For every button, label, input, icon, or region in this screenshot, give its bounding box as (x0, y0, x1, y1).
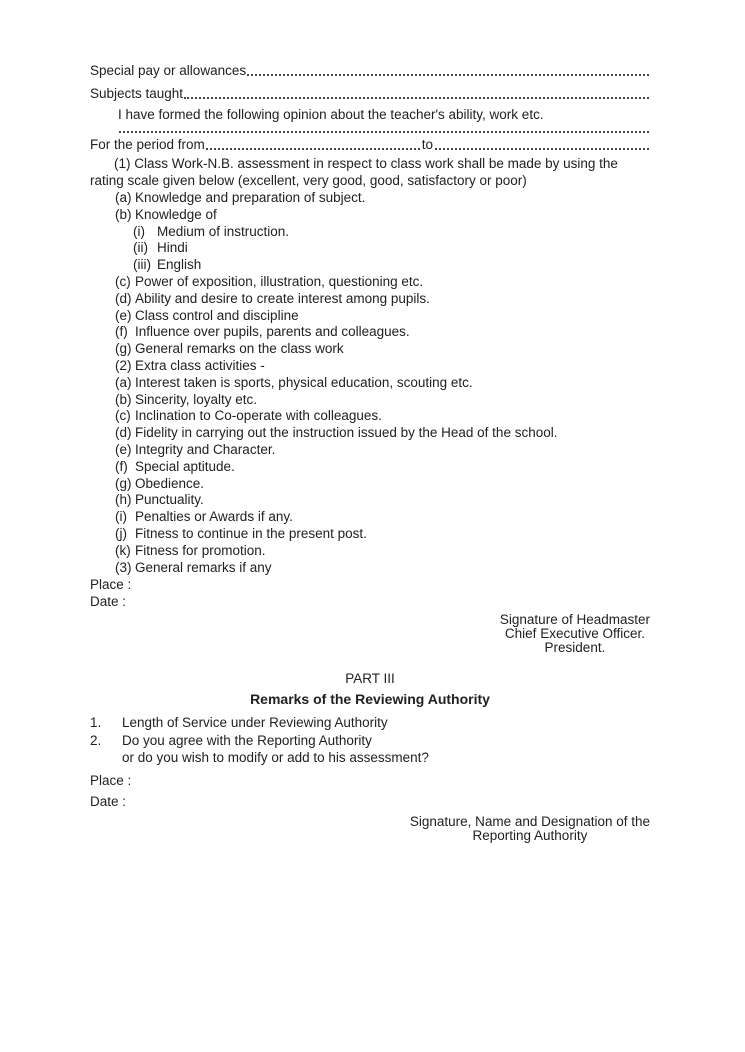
list-item-text: Special aptitude. (135, 458, 235, 474)
review-item-text: or do you wish to modify or add to his assessment? (122, 750, 429, 766)
list-item (90, 224, 650, 241)
list-item-text: Fidelity in carrying out the instruction issued by the Head of the school. (135, 425, 558, 441)
list-item-label: (g) (115, 475, 132, 491)
list-item (90, 476, 650, 493)
dotted-leader (206, 148, 420, 150)
list-item-text: Class control and discipline (135, 307, 299, 323)
list-item (90, 190, 650, 207)
opinion-statement: I have formed the following opinion about the teacher's ability, work etc. (118, 107, 544, 122)
list-item (90, 408, 650, 425)
list-item-label: (b) (115, 391, 132, 407)
field-special-pay (90, 62, 650, 79)
list-item-text: Obedience. (135, 475, 205, 491)
list-item-label: (g) (115, 341, 132, 357)
list-item-text: Penalties or Awards if any. (135, 509, 293, 525)
list-item-label: (3) (115, 559, 132, 575)
field-special-pay-label: Special pay or allowances (90, 63, 247, 78)
headmaster-signature-block (500, 613, 650, 655)
date-label: Date : (90, 793, 127, 809)
list-item-text: General remarks if any (135, 559, 272, 575)
list-item-label: (a) (115, 190, 132, 205)
dotted-leader (119, 131, 649, 133)
field-subjects-taught-label: Subjects taught (90, 86, 184, 101)
place-label: Place : (90, 772, 132, 788)
list-item-text: Sincerity, loyalty etc. (135, 391, 258, 407)
list-item (90, 543, 650, 560)
field-period (90, 136, 650, 153)
signature-line: Signature, Name and Designation of the (409, 813, 650, 829)
list-item-label: (j) (115, 525, 127, 541)
list-item-label: (k) (115, 542, 131, 558)
signature-line: President. (544, 640, 606, 656)
list-item-label: (d) (115, 290, 132, 306)
list-item-label: (h) (115, 492, 132, 508)
part-iii-heading: PART III (345, 671, 395, 687)
dotted-leader (184, 97, 649, 99)
list-item-label: (c) (115, 273, 131, 289)
list-item-label: (i) (115, 509, 127, 525)
list-item (90, 492, 650, 509)
list-item (90, 425, 650, 442)
list-item (90, 459, 650, 476)
list-item (90, 324, 650, 341)
list-item (90, 442, 650, 459)
field-period-to-label: to (421, 137, 434, 152)
date-label: Date : (90, 594, 127, 610)
list-item-label: (iii) (133, 257, 151, 273)
list-item-text: Knowledge of (135, 206, 217, 222)
list-item (90, 274, 650, 291)
list-item-label: (e) (115, 441, 132, 457)
list-item-text: General remarks on the class work (135, 341, 344, 357)
list-item-text: Medium of instruction. (157, 223, 290, 239)
reviewing-authority-title: Remarks of the Reviewing Authority (250, 691, 490, 708)
list-item (90, 291, 650, 308)
list-item-text: Fitness to continue in the present post. (135, 525, 367, 541)
list-item-text: English (157, 257, 202, 273)
list-item (90, 207, 650, 224)
assessment-list (90, 190, 650, 576)
list-item-text: Knowledge and preparation of subject. (135, 190, 366, 205)
list-item-label: (ii) (133, 240, 148, 256)
list-item-text: Fitness for promotion. (135, 542, 266, 558)
review-item-2-continuation (90, 749, 650, 767)
list-item-label: (f) (115, 458, 128, 474)
review-item-text: Do you agree with the Reporting Authority (122, 732, 372, 748)
signature-line: Signature of Headmaster (499, 612, 650, 628)
list-item-text: Integrity and Character. (135, 441, 276, 457)
list-item-text: Extra class activities - (135, 357, 265, 373)
list-item-text: Ability and desire to create interest among pupils. (135, 290, 430, 306)
class-work-note: (1) Class Work-N.B. assessment in respect to class work shall be made by using the rating scale given below (excellent, very good, good, satisfactory or poor) (90, 156, 618, 188)
list-item-label: (f) (115, 324, 128, 340)
list-item-text: Hindi (157, 240, 188, 256)
list-item (90, 308, 650, 325)
dotted-leader (247, 74, 649, 76)
review-item-2 (90, 732, 650, 750)
list-item-label: (a) (115, 374, 132, 390)
list-item-text: Power of exposition, illustration, questioning etc. (135, 273, 424, 289)
list-item (90, 257, 650, 274)
signature-line: Chief Executive Officer. (504, 626, 645, 642)
place-label: Place : (90, 577, 132, 593)
list-item-label: (2) (115, 357, 132, 373)
review-item-1 (90, 714, 650, 732)
list-item (90, 392, 650, 409)
list-item-label: (d) (115, 425, 132, 441)
list-item-label: (i) (133, 223, 145, 239)
field-subjects-taught (90, 85, 650, 102)
list-item-label: (c) (115, 408, 131, 424)
list-item (90, 240, 650, 257)
list-item (90, 341, 650, 358)
list-item-text: Interest taken is sports, physical education, scouting etc. (135, 374, 473, 390)
list-item (90, 375, 650, 392)
field-period-from-label: For the period from (90, 137, 205, 152)
review-item-number: 1. (90, 715, 102, 731)
list-item-label: (e) (115, 307, 132, 323)
list-item-text: Punctuality. (135, 492, 204, 508)
reporting-authority-signature-block (410, 815, 650, 843)
list-item (90, 560, 650, 577)
list-item-text: Influence over pupils, parents and colleagues. (135, 324, 410, 340)
list-item (90, 509, 650, 526)
dotted-leader (435, 148, 649, 150)
signature-line: Reporting Authority (472, 827, 588, 843)
list-item (90, 526, 650, 543)
review-item-number: 2. (90, 732, 102, 748)
list-item-text: Inclination to Co-operate with colleagues. (135, 408, 382, 424)
review-item-text: Length of Service under Reviewing Authority (122, 715, 388, 731)
list-item (90, 358, 650, 375)
list-item-label: (b) (115, 206, 132, 222)
